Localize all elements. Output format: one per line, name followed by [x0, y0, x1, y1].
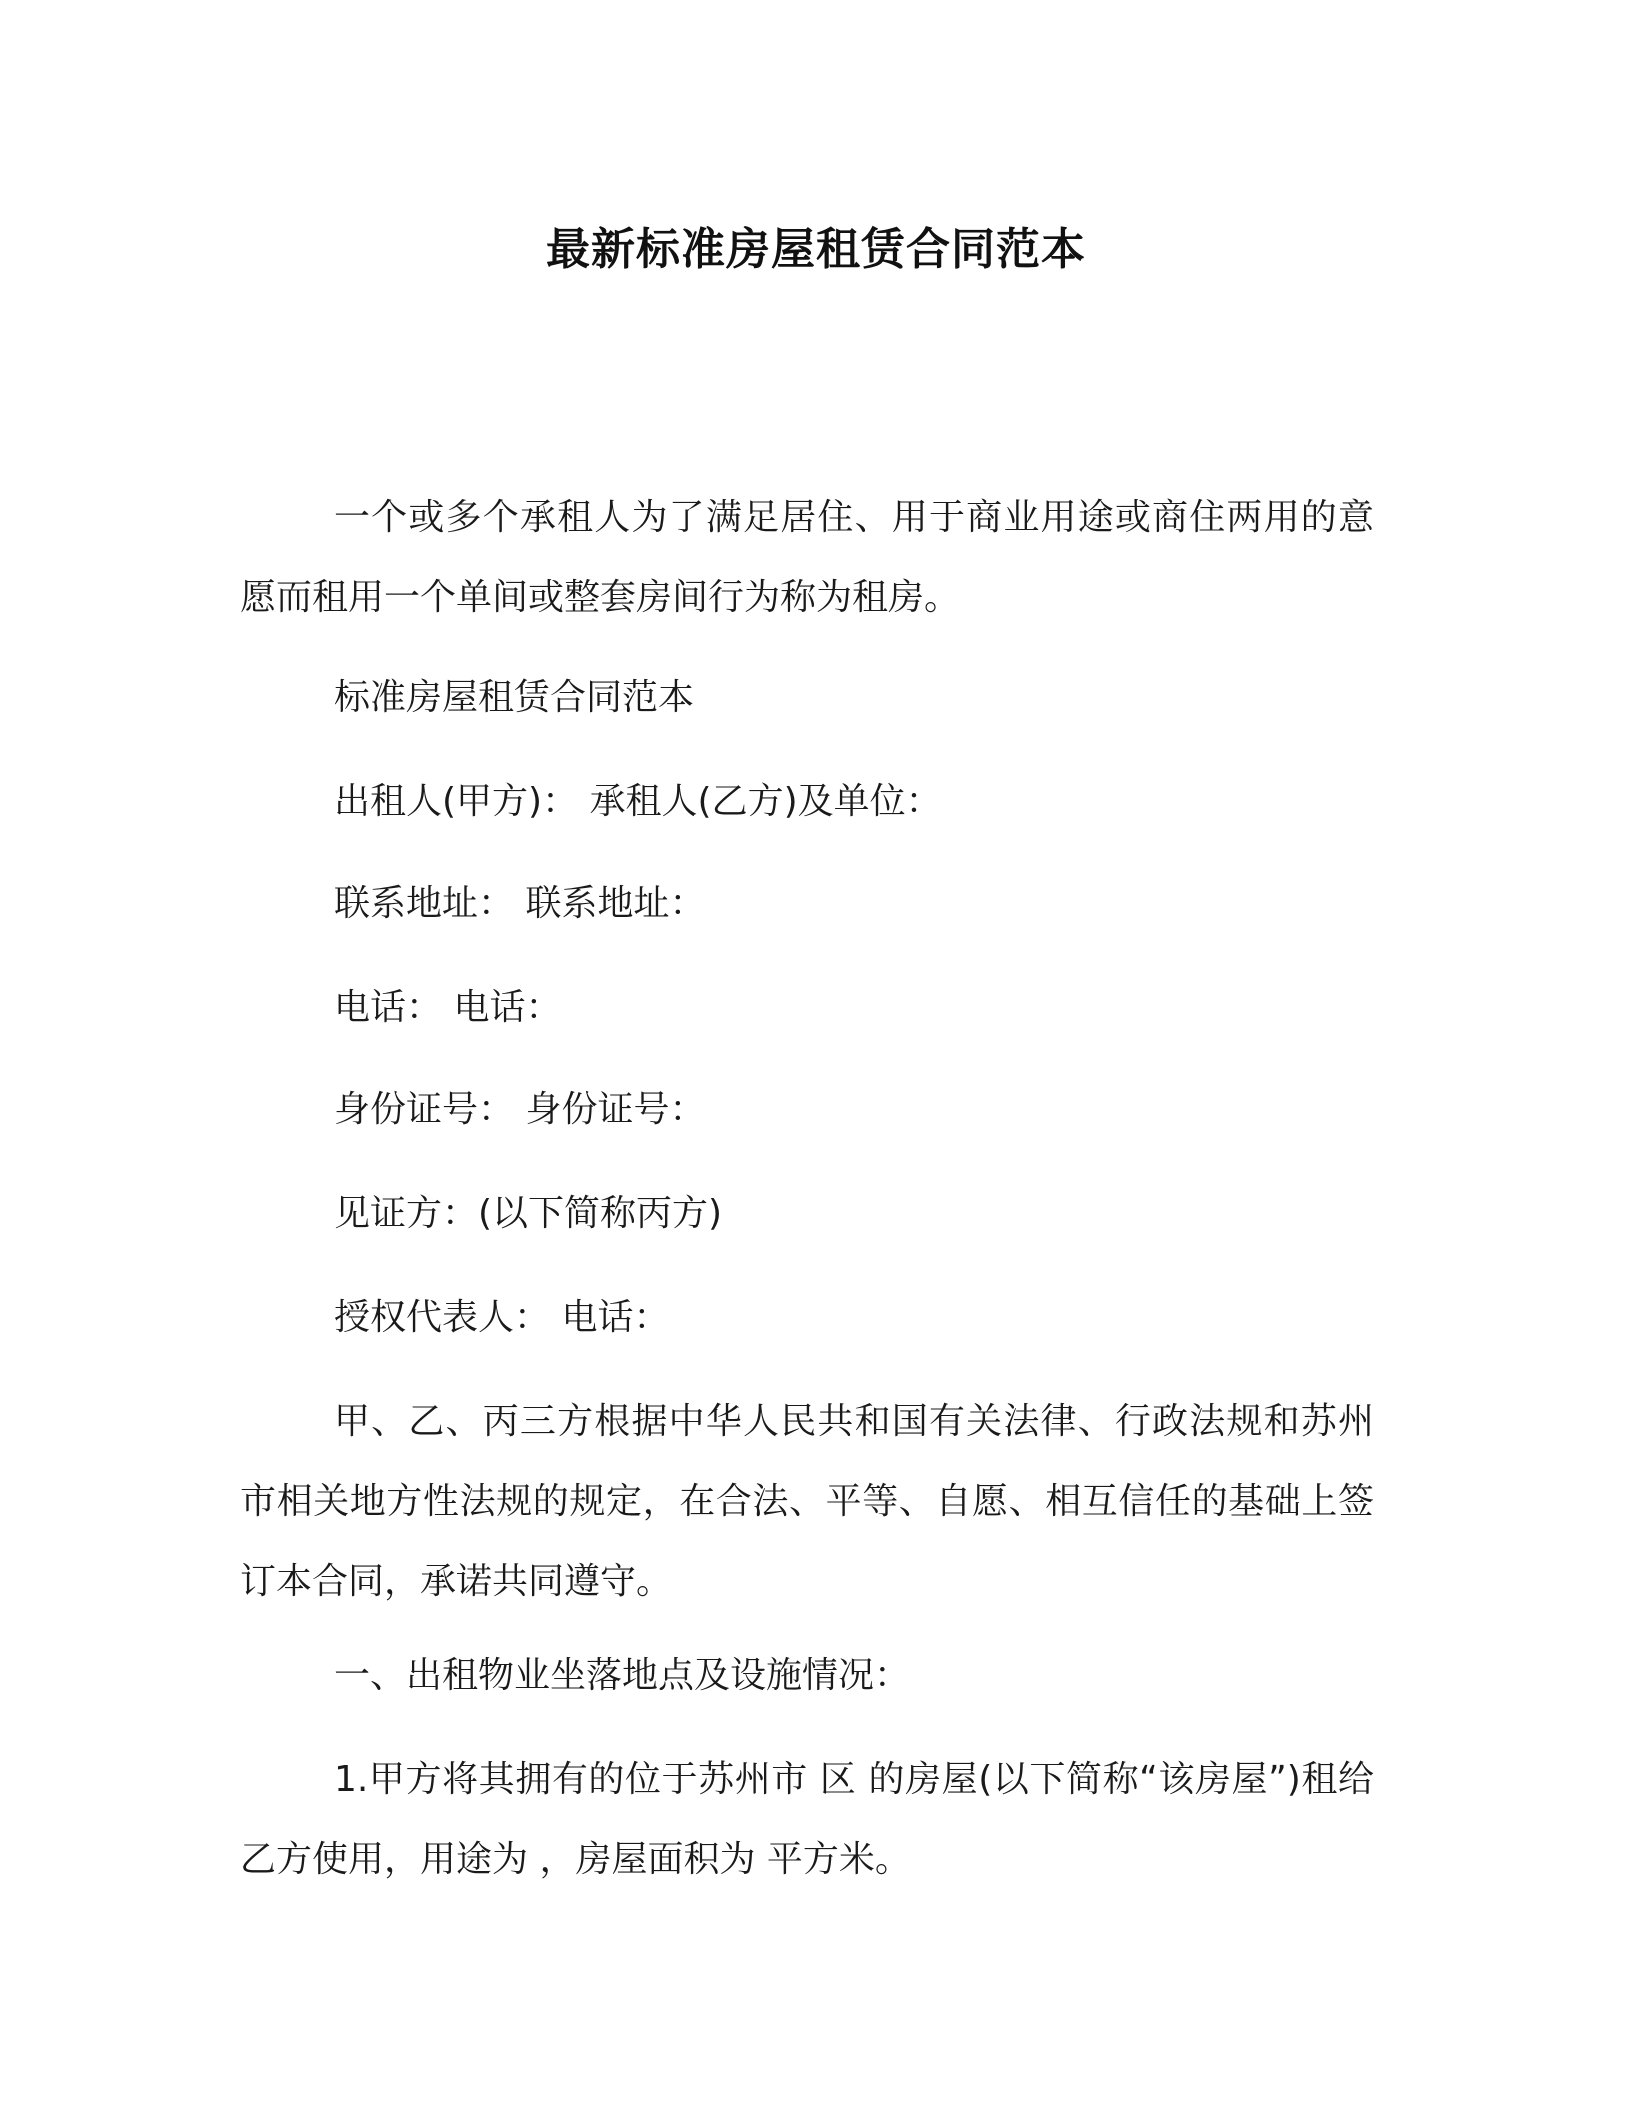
- subtitle-line: 标准房屋租赁合同范本: [334, 677, 695, 718]
- address-line: 联系地址： 联系地址：: [334, 883, 706, 924]
- section-one-heading: 一、出租物业坐落地点及设施情况：: [334, 1655, 911, 1696]
- phone-line: 电话： 电话：: [334, 987, 562, 1028]
- representative-line: 授权代表人： 电话：: [334, 1297, 670, 1338]
- document-title: 最新标准房屋租赁合同范本: [546, 224, 1086, 275]
- witness-line: 见证方：(以下简称丙方): [334, 1193, 723, 1234]
- intro-paragraph: 一个或多个承租人为了满足居住、用于商业用途或商住两用的意愿而租用一个单间或整套房间行为称为租房。: [240, 497, 1374, 618]
- clause-one-paragraph: 1.甲方将其拥有的位于苏州市 区 的房屋(以下简称“该房屋”)租给乙方使用，用途为 ，房屋面积为 平方米。: [240, 1759, 1374, 1880]
- parties-line: 出租人(甲方)： 承租人(乙方)及单位：: [334, 781, 942, 822]
- agreement-paragraph: 甲、乙、丙三方根据中华人民共和国有关法律、行政法规和苏州市相关地方性法规的规定，在合法、平等、自愿、相互信任的基础上签订本合同，承诺共同遵守。: [240, 1401, 1374, 1602]
- id-number-line: 身份证号： 身份证号：: [334, 1089, 706, 1130]
